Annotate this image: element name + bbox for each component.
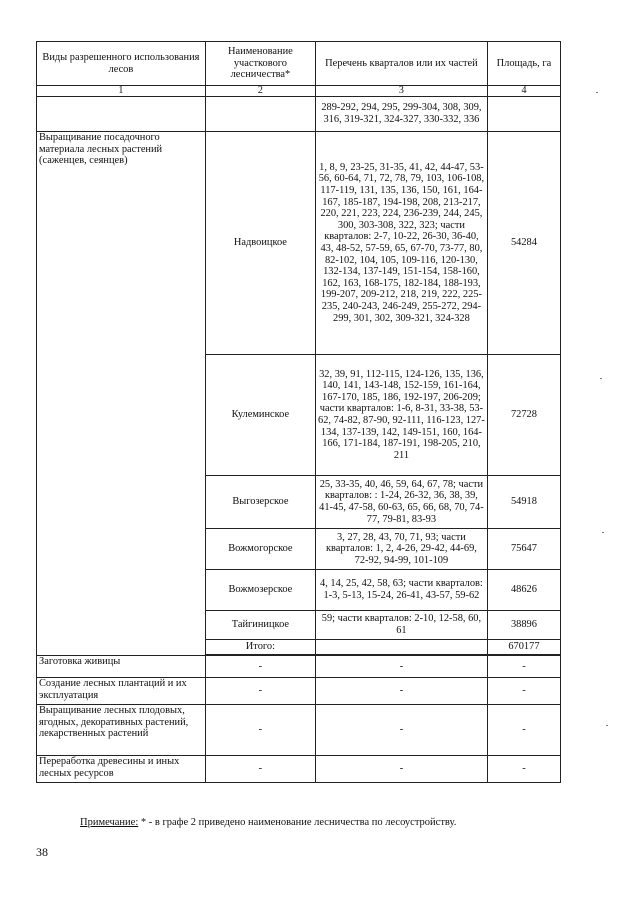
scan-speck: [600, 378, 602, 379]
forestry-name: Тайгиницкое: [205, 611, 315, 640]
forestry-name: -: [205, 756, 315, 783]
total-quarters-cell: [315, 640, 487, 655]
quarters-list: 32, 39, 91, 112-115, 124-126, 135, 136, 140, 141, 143-148, 152-159, 161-164, 167-170, 185, 186, 192-197, 206-209; части кварталов: 1-6, 8-31, 33-38, 53-62, 74-82, 87-90, 92-111, 116-123, 127-134, 137-139, 142, 149-151, 160, 164-166, 171-184, 187-191, 198-205, 210, 211: [315, 355, 487, 476]
footnote-label: Примечание:: [80, 817, 139, 828]
quarters-list: -: [315, 705, 487, 756]
header-area: Площадь, га: [487, 42, 560, 86]
forest-use-table: [36, 41, 561, 783]
use-type: Заготовка живицы: [37, 656, 206, 678]
quarters-list: 3, 27, 28, 43, 70, 71, 93; части кварталов: 1, 2, 4-26, 29-42, 44-69, 72-92, 94-99, 101-109: [315, 529, 487, 570]
area-value: 38896: [487, 611, 560, 640]
col-number-2: 2: [205, 86, 315, 97]
scan-speck: [602, 532, 604, 533]
forestry-name: -: [205, 678, 315, 705]
forestry-name: Кулеминское: [205, 355, 315, 476]
header-use-type: Виды разрешенного использования лесов: [37, 42, 206, 86]
forestry-name: Выгозерское: [205, 476, 315, 529]
column-number-row: [37, 86, 561, 97]
table-row: [37, 656, 561, 678]
total-label: Итого:: [205, 640, 315, 655]
quarters-list: 4, 14, 25, 42, 58, 63; части кварталов: 1-3, 5-13, 15-24, 26-41, 43-57, 59-62: [315, 570, 487, 611]
cont-forestry-cell: [205, 97, 315, 132]
forestry-name: Надвоицкое: [205, 132, 315, 355]
total-area: 670177: [487, 640, 560, 655]
area-value: -: [487, 678, 560, 705]
col-number-4: 4: [487, 86, 560, 97]
table-row: [37, 132, 561, 355]
area-value: 54284: [487, 132, 560, 355]
area-value: 75647: [487, 529, 560, 570]
area-value: -: [487, 705, 560, 756]
quarters-list: -: [315, 678, 487, 705]
forestry-name: Вожмозерское: [205, 570, 315, 611]
forestry-name: Вожмогорское: [205, 529, 315, 570]
use-type: Создание лесных плантаций и их эксплуатация: [37, 678, 206, 705]
forestry-name: -: [205, 705, 315, 756]
area-value: 54918: [487, 476, 560, 529]
quarters-list: -: [315, 756, 487, 783]
table-row: [37, 705, 561, 756]
cont-use-cell: [37, 97, 206, 132]
use-type: Выращивание лесных плодовых, ягодных, декоративных растений, лекарственных растений: [37, 705, 206, 756]
table-row: [37, 756, 561, 783]
forestry-name: -: [205, 656, 315, 678]
quarters-list: 25, 33-35, 40, 46, 59, 64, 67, 78; части кварталов: : 1-24, 26-32, 36, 38, 39, 41-45, 47-58, 60-63, 65, 66, 68, 70, 74-77, 79-81, 83-93: [315, 476, 487, 529]
footnote: [80, 817, 456, 828]
header-row: [37, 42, 561, 86]
main-use-type: Выращивание посадочного материала лесных растений (саженцев, сеянцев): [37, 132, 206, 656]
quarters-list: 1, 8, 9, 23-25, 31-35, 41, 42, 44-47, 53-56, 60-64, 71, 72, 78, 79, 103, 106-108, 117-119, 131, 135, 136, 150, 161, 164-167, 185-187, 194-198, 208, 213-217, 220, 221, 223, 224, 236-239, 244, 245, 300, 303-308, 322, 323; части кварталов: 2-7, 10-22, 26-30, 36-40, 43, 48-52, 57-59, 65, 67-70, 73-77, 80, 82-102, 104, 105, 109-116, 120-130, 132-134, 137-149, 151-154, 158-160, 162, 163, 168-175, 182-184, 188-193, 199-207, 209-212, 218, 219, 222, 225-235, 240-243, 246-249, 255-272, 294-299, 301, 302, 309-321, 324-328: [315, 132, 487, 355]
cont-area-cell: [487, 97, 560, 132]
cont-quarters: 289-292, 294, 295, 299-304, 308, 309, 316, 319-321, 324-327, 330-332, 336: [315, 97, 487, 132]
area-value: 72728: [487, 355, 560, 476]
col-number-1: 1: [37, 86, 206, 97]
use-type: Переработка древесины и иных лесных ресурсов: [37, 756, 206, 783]
scan-speck: [606, 725, 608, 726]
col-number-3: 3: [315, 86, 487, 97]
area-value: -: [487, 656, 560, 678]
scan-speck: [596, 92, 598, 93]
table-row: [37, 678, 561, 705]
area-value: -: [487, 756, 560, 783]
page-number: 38: [36, 845, 48, 859]
area-value: 48626: [487, 570, 560, 611]
quarters-list: 59; части кварталов: 2-10, 12-58, 60, 61: [315, 611, 487, 640]
header-forestry: Наименование участкового лесничества*: [205, 42, 315, 86]
quarters-list: -: [315, 656, 487, 678]
continuation-row: [37, 97, 561, 132]
header-quarters: Перечень кварталов или их частей: [315, 42, 487, 86]
footnote-text: * - в графе 2 приведено наименование лесничества по лесоустройству.: [138, 817, 457, 828]
